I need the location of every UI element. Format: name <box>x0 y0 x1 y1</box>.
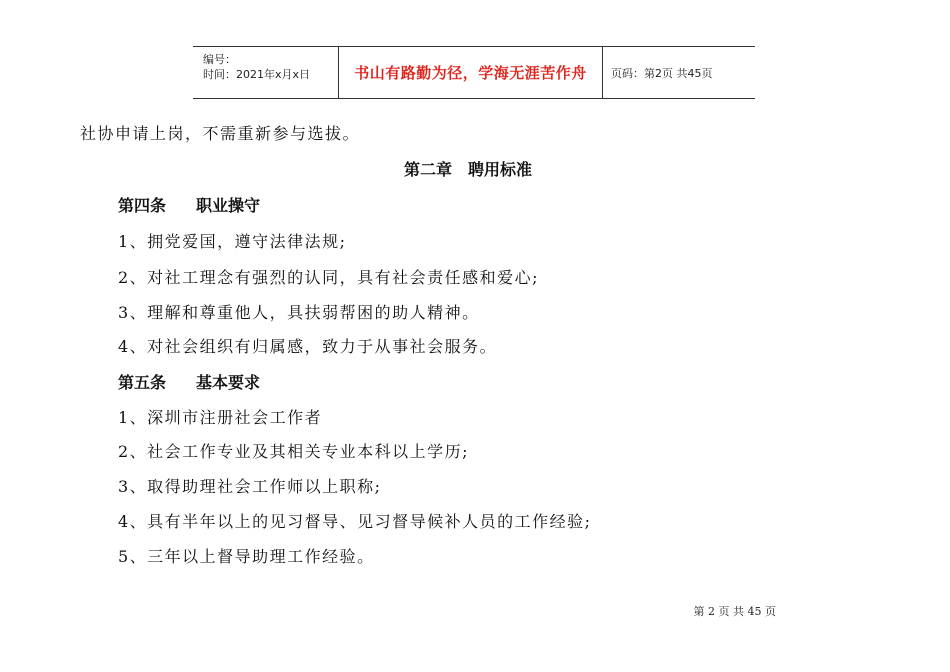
page-header <box>193 46 755 99</box>
header-meta <box>193 47 339 98</box>
header-number-label: 编号： <box>203 53 236 66</box>
header-page-info: 页码：第2页 共45页 <box>611 66 713 80</box>
article-4-number: 第四条 <box>118 196 167 215</box>
chapter-title: 第二章 聘用标准 <box>404 160 533 179</box>
article-4-item: 4、对社会组织有归属感，致力于从事社会服务。 <box>118 337 498 356</box>
article-5-item: 1、深圳市注册社会工作者 <box>118 408 323 427</box>
article-4-item: 2、对社工理念有强烈的认同，具有社会责任感和爱心; <box>118 268 540 287</box>
article-5-number: 第五条 <box>118 373 167 392</box>
article-5-item: 2、社会工作专业及其相关专业本科以上学历; <box>118 442 470 461</box>
article-4-title: 职业操守 <box>196 196 261 215</box>
article-5-title: 基本要求 <box>196 373 261 392</box>
article-5-heading <box>118 370 260 393</box>
intro-line: 社协申请上岗，不需重新参与选拔。 <box>80 124 361 143</box>
article-5-item: 5、三年以上督导助理工作经验。 <box>118 547 375 566</box>
article-4-item: 3、理解和尊重他人，具扶弱帮困的助人精神。 <box>118 303 480 322</box>
article-4-item: 1、拥党爱国，遵守法律法规; <box>118 232 347 251</box>
header-date-label: 时间：2021年x月x日 <box>203 68 311 81</box>
article-4-heading <box>118 193 260 216</box>
article-5-item: 3、取得助理社会工作师以上职称; <box>118 477 382 496</box>
article-5-item: 4、具有半年以上的见习督导、见习督导候补人员的工作经验; <box>118 512 592 531</box>
header-motto: 书山有路勤为径，学海无涯苦作舟 <box>339 47 603 98</box>
page-footer: 第 2 页 共 45 页 <box>693 605 776 618</box>
